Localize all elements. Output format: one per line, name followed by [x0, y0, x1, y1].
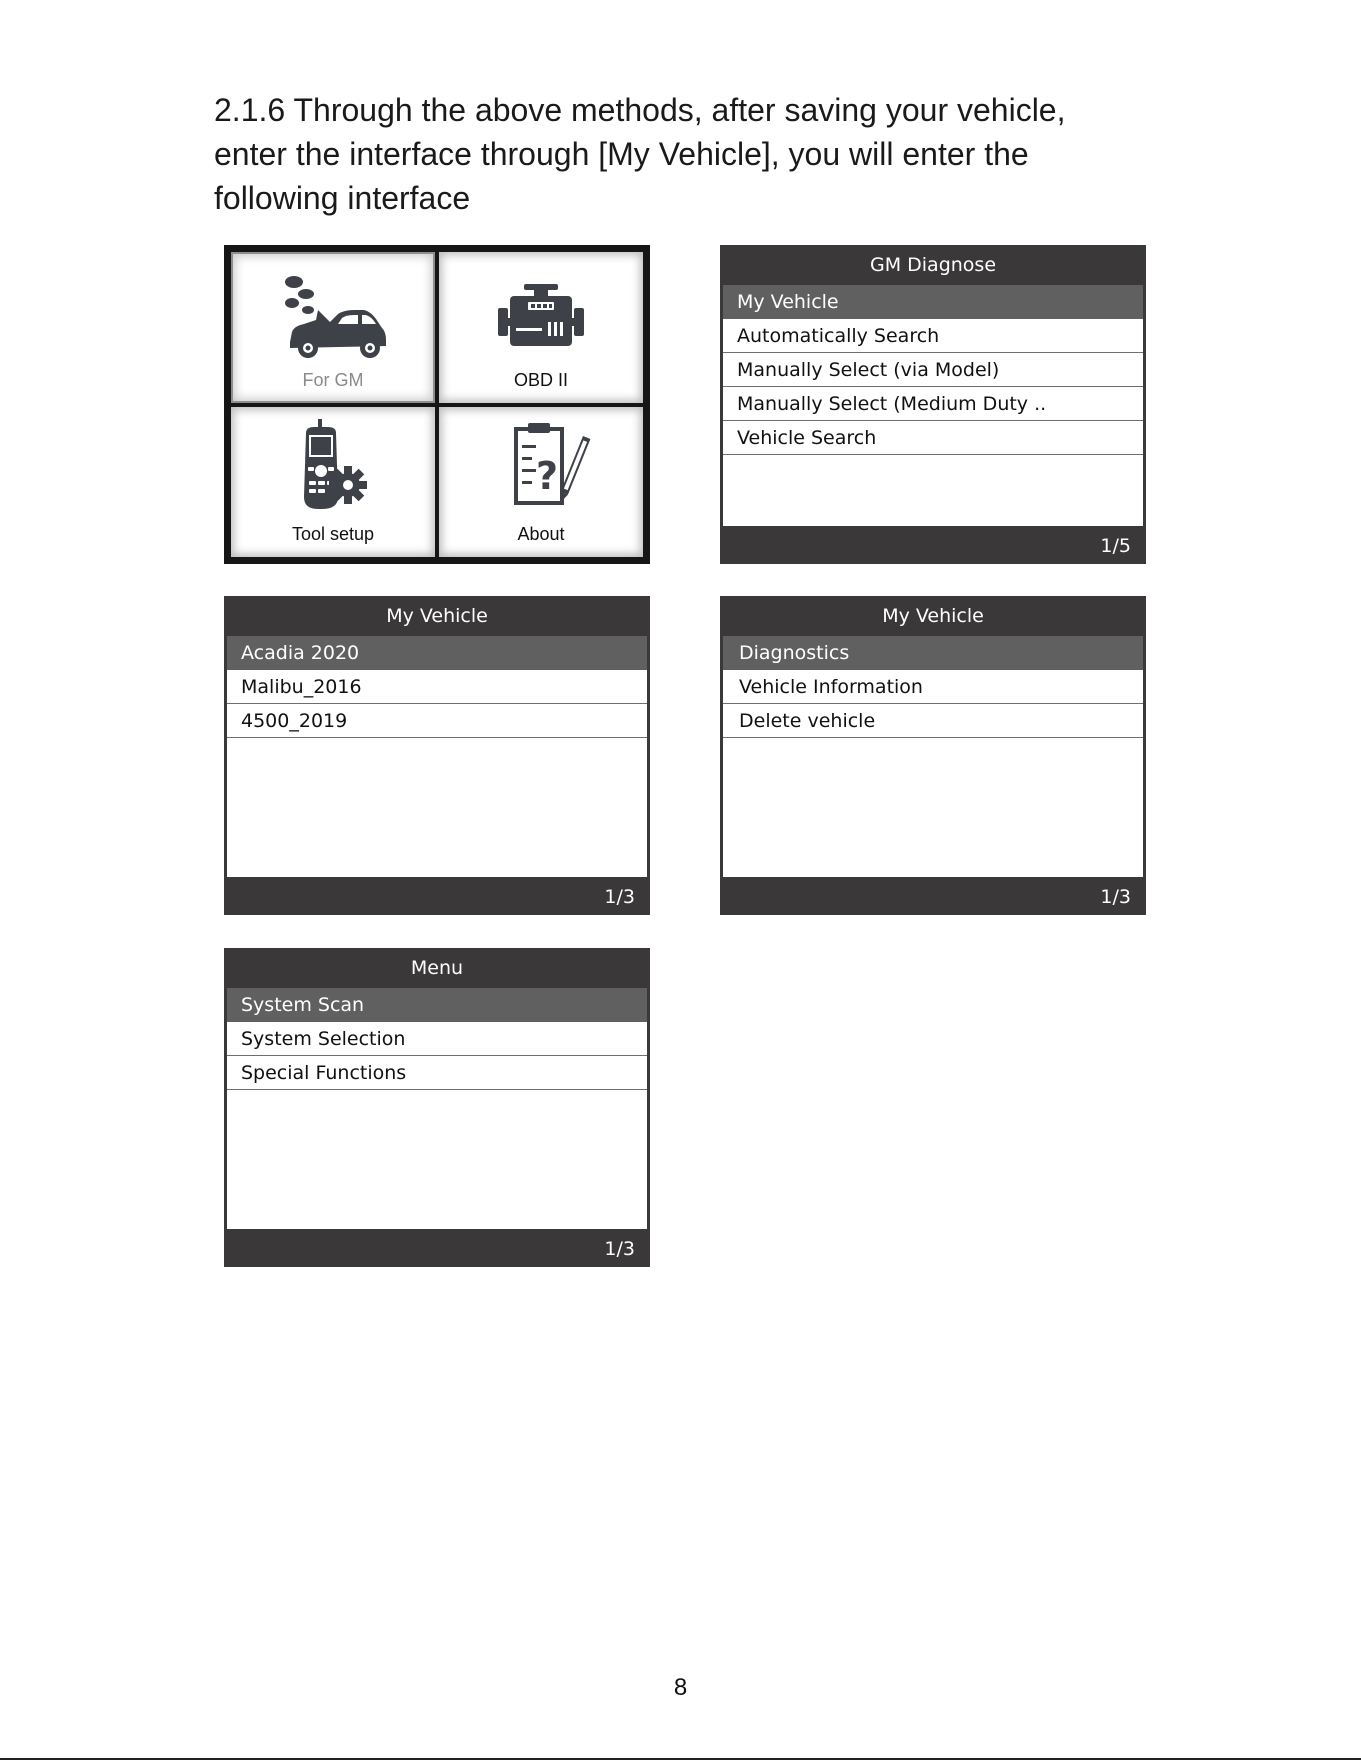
page-indicator: 1/3: [1100, 886, 1131, 908]
list-item[interactable]: Vehicle Search: [723, 421, 1143, 455]
tile-label-tool-setup: Tool setup: [291, 524, 375, 544]
gm-diagnose-screen: [720, 245, 1146, 564]
heading-line-3: following interface: [214, 180, 471, 216]
page-indicator: 1/3: [604, 1238, 635, 1260]
my-vehicle-options-screen: [720, 596, 1146, 915]
list-item[interactable]: Manually Select (via Model): [723, 353, 1143, 387]
home-screen: [224, 245, 650, 564]
screen-title: GM Diagnose: [869, 254, 997, 276]
tile-label-obd-ii: OBD II: [513, 369, 568, 390]
list-item[interactable]: Special Functions: [227, 1056, 647, 1090]
engine-icon: [486, 270, 596, 362]
car-hood-open-icon: [278, 270, 388, 362]
page-number: 8: [673, 1674, 688, 1701]
list-item[interactable]: My Vehicle: [723, 285, 1143, 319]
bottom-divider: [0, 1758, 1361, 1760]
heading-line-2: enter the interface through [My Vehicle], you will enter the: [214, 136, 1029, 172]
page-indicator: 1/5: [1100, 535, 1131, 557]
list-item[interactable]: Manually Select (Medium Duty ..: [723, 387, 1143, 421]
list-item[interactable]: Malibu_2016: [227, 670, 647, 704]
list-item[interactable]: Delete vehicle: [723, 704, 1143, 738]
tile-obd-ii[interactable]: [439, 252, 643, 403]
screen-title: Menu: [410, 957, 464, 979]
list-item[interactable]: 4500_2019: [227, 704, 647, 738]
menu-list: [227, 988, 647, 1229]
page-indicator: 1/3: [604, 886, 635, 908]
svg-text:?: ?: [536, 453, 559, 498]
tile-tool-setup[interactable]: [231, 407, 435, 558]
clipboard-question-icon: [486, 419, 596, 511]
list-item[interactable]: Automatically Search: [723, 319, 1143, 353]
menu-list: [723, 285, 1143, 526]
my-vehicle-list-screen: [224, 596, 650, 915]
screen-title: My Vehicle: [882, 605, 984, 627]
list-item[interactable]: System Scan: [227, 988, 647, 1022]
list-item[interactable]: Vehicle Information: [723, 670, 1143, 704]
home-tile-grid: [231, 252, 643, 557]
menu-screen: [224, 948, 650, 1267]
list-item[interactable]: Acadia 2020: [227, 636, 647, 670]
section-heading: [214, 88, 1194, 220]
scanner-gear-icon: [278, 419, 388, 511]
list-item[interactable]: Diagnostics: [723, 636, 1143, 670]
tile-label-about: About: [517, 524, 565, 544]
heading-line-1: 2.1.6 Through the above methods, after saving your vehicle,: [214, 92, 1066, 128]
tile-label-for-gm: For GM: [302, 369, 364, 390]
screen-title: My Vehicle: [386, 605, 488, 627]
options-list: [723, 636, 1143, 877]
list-item[interactable]: System Selection: [227, 1022, 647, 1056]
tile-about[interactable]: [439, 407, 643, 558]
vehicle-list: [227, 636, 647, 877]
tile-for-gm[interactable]: [231, 252, 435, 403]
